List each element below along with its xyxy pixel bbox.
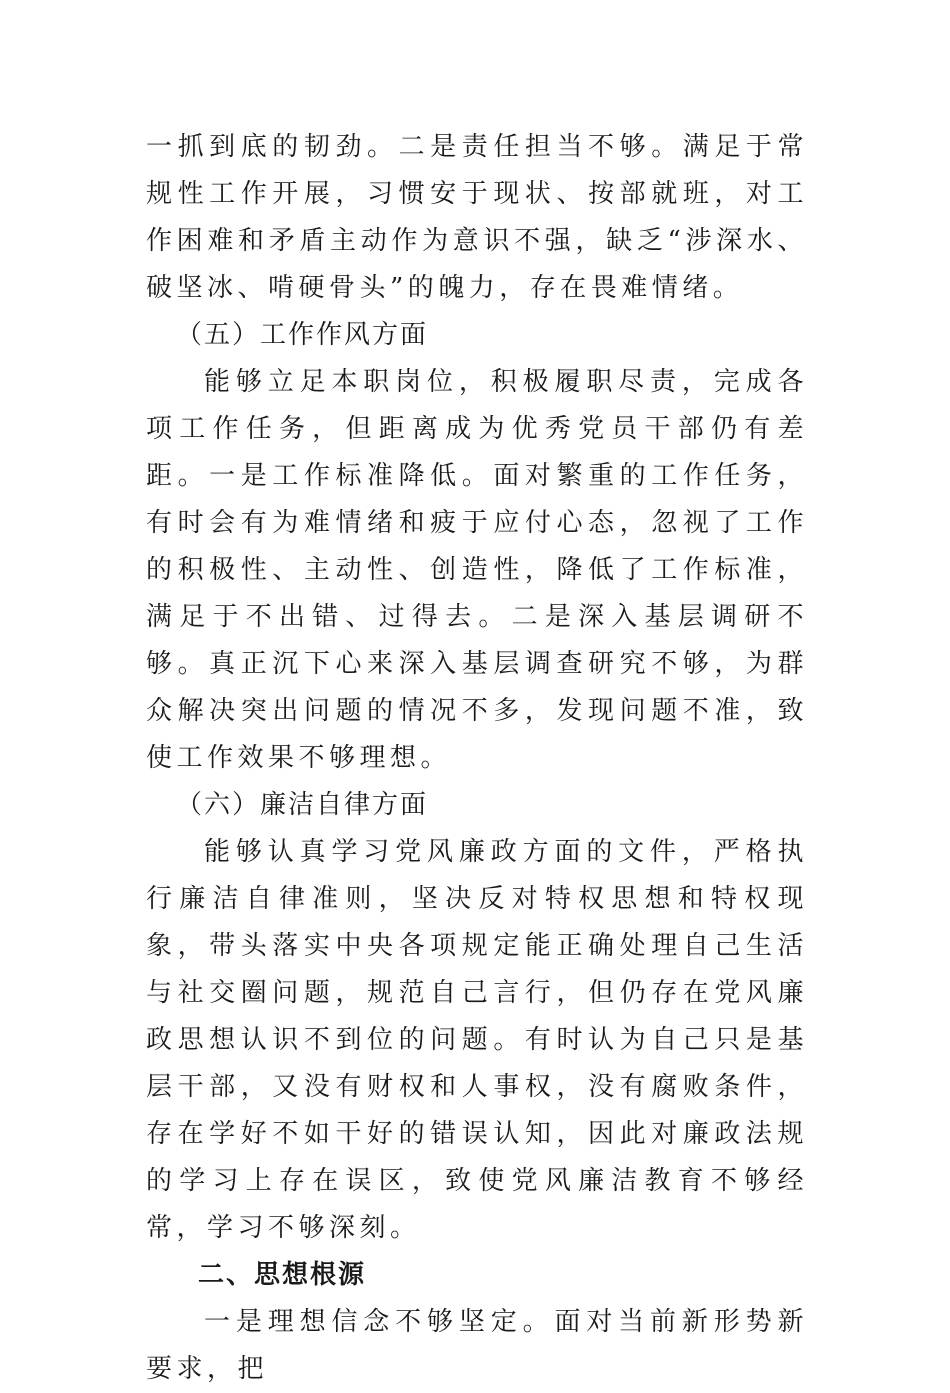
paragraph-continued: 一抓到底的韧劲。二是责任担当不够。满足于常规性工作开展，习惯安于现状、按部就班，对工作困难和矛盾主动作为意识不强，缺乏“涉深水、破坚冰、啃硬骨头”的魄力，存在畏难情绪。 xyxy=(146,132,808,303)
heading-ideological-roots: 二、思想根源 xyxy=(198,1260,367,1290)
document-body xyxy=(146,124,808,1393)
paragraph-ideological-roots: 一是理想信念不够坚定。面对当前新形势新要求，把 xyxy=(146,1307,808,1384)
paragraph-integrity: 能够认真学习党风廉政方面的文件，严格执行廉洁自律准则，坚决反对特权思想和特权现象，带头落实中央各项规定能正确处理自己生活与社交圈问题，规范自己言行，但仍存在党风廉政思想认识不到位的问题。有时认为自己只是基层干部，又没有财权和人事权，没有腐败条件，存在学好不如干好的错误认知，因此对廉政法规的学习上存在误区，致使党风廉洁教育不够经常，学习不够深刻。 xyxy=(146,837,808,1243)
heading-integrity: （六）廉洁自律方面 xyxy=(176,790,429,820)
paragraph-work-style: 能够立足本职岗位，积极履职尽责，完成各项工作任务，但距离成为优秀党员干部仍有差距。一是工作标准降低。面对繁重的工作任务，有时会有为难情绪和疲于应付心态，忽视了工作的积极性、主动性、创造性，降低了工作标准，满足于不出错、过得去。二是深入基层调研不够。真正沉下心来深入基层调查研究不够，为群众解决突出问题的情况不多，发现问题不准，致使工作效果不够理想。 xyxy=(146,367,808,773)
heading-work-style: （五）工作作风方面 xyxy=(176,320,429,350)
